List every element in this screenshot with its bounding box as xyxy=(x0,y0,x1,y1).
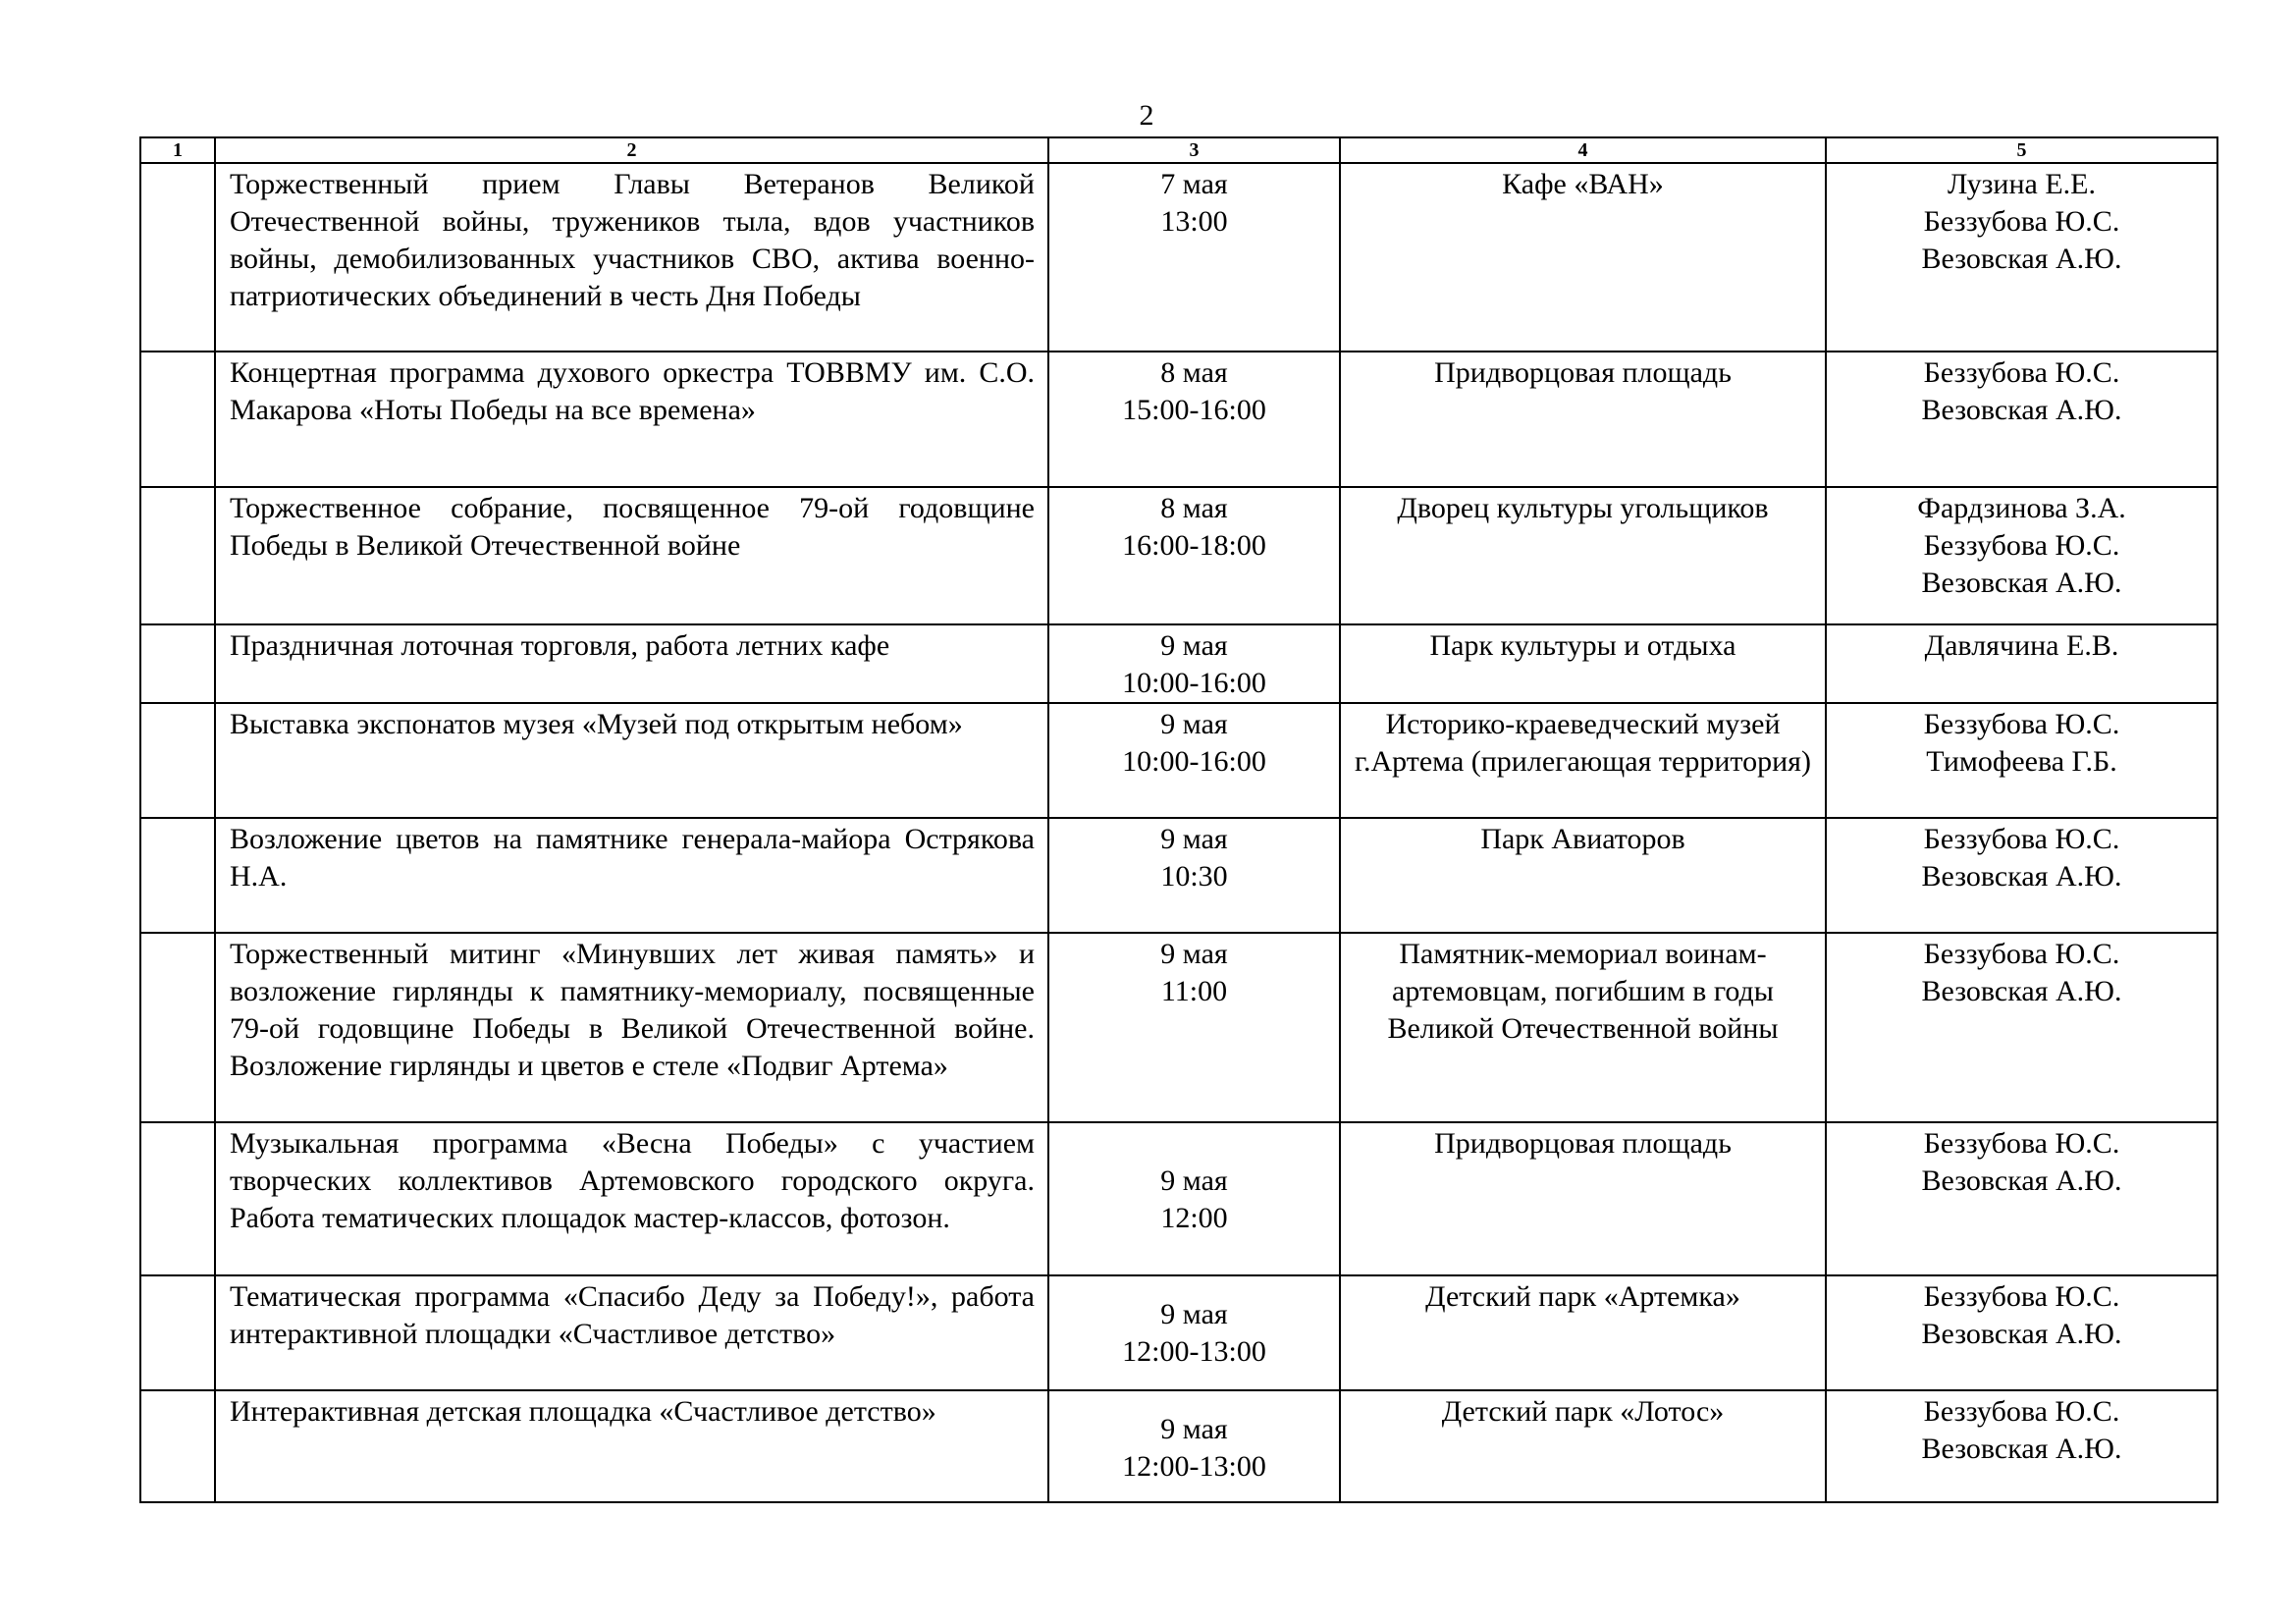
responsible-cell xyxy=(1826,624,2217,703)
event-cell: Выставка экспонатов музея «Музей под открытым небом» xyxy=(215,703,1048,818)
responsible-person: Везовская А.Ю. xyxy=(1921,1318,2122,1350)
place-cell: Придворцовая площадь xyxy=(1340,352,1826,487)
event-time: 12:00-13:00 xyxy=(1122,1450,1266,1483)
datetime-cell xyxy=(1048,624,1340,703)
responsible-cell xyxy=(1826,703,2217,818)
event-cell: Возложение цветов на памятнике генерала-майора Острякова Н.А. xyxy=(215,818,1048,933)
place-cell: Парк культуры и отдыха xyxy=(1340,624,1826,703)
event-date: 9 мая xyxy=(1160,629,1228,662)
place-cell: Историко-краеведческий музей г.Артема (прилегающая территория) xyxy=(1340,703,1826,818)
row-number-cell xyxy=(140,624,215,703)
responsible-person: Беззубова Ю.С. xyxy=(1923,529,2120,562)
event-time: 13:00 xyxy=(1160,205,1228,238)
column-header-5: 5 xyxy=(1826,137,2217,163)
responsible-person: Везовская А.Ю. xyxy=(1921,243,2122,275)
event-date: 9 мая xyxy=(1160,823,1228,855)
datetime-cell xyxy=(1048,1275,1340,1390)
event-time: 12:00 xyxy=(1160,1202,1228,1234)
event-time: 12:00-13:00 xyxy=(1122,1335,1266,1368)
event-date: 9 мая xyxy=(1160,938,1228,970)
responsible-person: Беззубова Ю.С. xyxy=(1923,823,2120,855)
place-cell: Парк Авиаторов xyxy=(1340,818,1826,933)
responsible-person: Давлячина Е.В. xyxy=(1924,629,2119,662)
responsible-person: Везовская А.Ю. xyxy=(1921,567,2122,599)
column-header-3: 3 xyxy=(1048,137,1340,163)
responsible-person: Везовская А.Ю. xyxy=(1921,1164,2122,1197)
column-header-4: 4 xyxy=(1340,137,1826,163)
event-date: 9 мая xyxy=(1160,1413,1228,1445)
row-number-cell xyxy=(140,1390,215,1502)
responsible-cell xyxy=(1826,1390,2217,1502)
place-cell: Кафе «ВАН» xyxy=(1340,163,1826,352)
datetime-cell xyxy=(1048,703,1340,818)
row-number-cell xyxy=(140,818,215,933)
event-date: 9 мая xyxy=(1160,708,1228,740)
responsible-person: Везовская А.Ю. xyxy=(1921,860,2122,893)
row-number-cell xyxy=(140,1122,215,1275)
event-time: 15:00-16:00 xyxy=(1122,394,1266,426)
responsible-cell xyxy=(1826,487,2217,624)
responsible-person: Везовская А.Ю. xyxy=(1921,975,2122,1007)
row-number-cell xyxy=(140,163,215,352)
responsible-person: Беззубова Ю.С. xyxy=(1923,356,2120,389)
row-number-cell xyxy=(140,487,215,624)
responsible-person: Везовская А.Ю. xyxy=(1921,1433,2122,1465)
responsible-person: Беззубова Ю.С. xyxy=(1923,938,2120,970)
datetime-cell xyxy=(1048,933,1340,1122)
header-row xyxy=(140,137,2217,163)
responsible-cell xyxy=(1826,933,2217,1122)
event-time: 11:00 xyxy=(1160,975,1228,1007)
responsible-person: Беззубова Ю.С. xyxy=(1923,1395,2120,1428)
row-number-cell xyxy=(140,703,215,818)
table-row xyxy=(140,163,2217,352)
table-row xyxy=(140,1275,2217,1390)
responsible-cell xyxy=(1826,1122,2217,1275)
event-cell: Торжественное собрание, посвященное 79-ой годовщине Победы в Великой Отечественной войне xyxy=(215,487,1048,624)
column-header-1: 1 xyxy=(140,137,215,163)
responsible-cell xyxy=(1826,352,2217,487)
datetime-cell xyxy=(1048,487,1340,624)
table-row xyxy=(140,624,2217,703)
datetime-cell xyxy=(1048,818,1340,933)
event-cell: Торжественный прием Главы Ветеранов Великой Отечественной войны, тружеников тыла, вдов участников войны, демобилизованных участников СВО, актива военно-патриотических объединений в честь Дня Победы xyxy=(215,163,1048,352)
responsible-person: Беззубова Ю.С. xyxy=(1923,708,2120,740)
event-time: 10:00-16:00 xyxy=(1122,745,1266,778)
responsible-person: Фардзинова З.А. xyxy=(1917,492,2126,524)
table-row xyxy=(140,818,2217,933)
column-header-2: 2 xyxy=(215,137,1048,163)
place-cell: Дворец культуры угольщиков xyxy=(1340,487,1826,624)
datetime-cell xyxy=(1048,1390,1340,1502)
responsible-cell xyxy=(1826,818,2217,933)
event-cell: Тематическая программа «Спасибо Деду за Победу!», работа интерактивной площадки «Счастливое детство» xyxy=(215,1275,1048,1390)
page-number: 2 xyxy=(1139,99,1154,132)
row-number-cell xyxy=(140,352,215,487)
events-table xyxy=(139,136,2218,1503)
table-row xyxy=(140,933,2217,1122)
datetime-cell xyxy=(1048,352,1340,487)
table-row xyxy=(140,1122,2217,1275)
place-cell: Детский парк «Артемка» xyxy=(1340,1275,1826,1390)
datetime-cell xyxy=(1048,1122,1340,1275)
place-cell: Памятник-мемориал воинам-артемовцам, погибшим в годы Великой Отечественной войны xyxy=(1340,933,1826,1122)
responsible-person: Беззубова Ю.С. xyxy=(1923,1127,2120,1160)
event-time: 10:30 xyxy=(1160,860,1228,893)
event-date: 9 мая xyxy=(1160,1298,1228,1330)
responsible-person: Лузина Е.Е. xyxy=(1947,168,2097,200)
place-cell: Придворцовая площадь xyxy=(1340,1122,1826,1275)
responsible-person: Беззубова Ю.С. xyxy=(1923,1280,2120,1313)
row-number-cell xyxy=(140,933,215,1122)
event-time: 16:00-18:00 xyxy=(1122,529,1266,562)
table-row xyxy=(140,352,2217,487)
table-row xyxy=(140,703,2217,818)
event-cell: Музыкальная программа «Весна Победы» с участием творческих коллективов Артемовского городского округа. Работа тематических площадок мастер-классов, фотозон. xyxy=(215,1122,1048,1275)
responsible-person: Беззубова Ю.С. xyxy=(1923,205,2120,238)
event-cell: Интерактивная детская площадка «Счастливое детство» xyxy=(215,1390,1048,1502)
responsible-cell xyxy=(1826,1275,2217,1390)
event-time: 10:00-16:00 xyxy=(1122,667,1266,699)
event-date: 8 мая xyxy=(1160,492,1228,524)
place-cell: Детский парк «Лотос» xyxy=(1340,1390,1826,1502)
table-row xyxy=(140,487,2217,624)
event-cell: Торжественный митинг «Минувших лет живая память» и возложение гирлянды к памятнику-мемориалу, посвященные 79-ой годовщине Победы в Великой Отечественной войне. Возложение гирлянды и цветов е стеле «Подвиг Артема» xyxy=(215,933,1048,1122)
datetime-cell xyxy=(1048,163,1340,352)
responsible-cell xyxy=(1826,163,2217,352)
row-number-cell xyxy=(140,1275,215,1390)
responsible-person: Тимофеева Г.Б. xyxy=(1926,745,2117,778)
event-cell: Концертная программа духового оркестра ТОВВМУ им. С.О. Макарова «Ноты Победы на все времена» xyxy=(215,352,1048,487)
event-cell: Праздничная лоточная торговля, работа летних кафе xyxy=(215,624,1048,703)
table-row xyxy=(140,1390,2217,1502)
event-date: 7 мая xyxy=(1160,168,1228,200)
responsible-person: Везовская А.Ю. xyxy=(1921,394,2122,426)
event-date: 9 мая xyxy=(1160,1164,1228,1197)
event-date: 8 мая xyxy=(1160,356,1228,389)
